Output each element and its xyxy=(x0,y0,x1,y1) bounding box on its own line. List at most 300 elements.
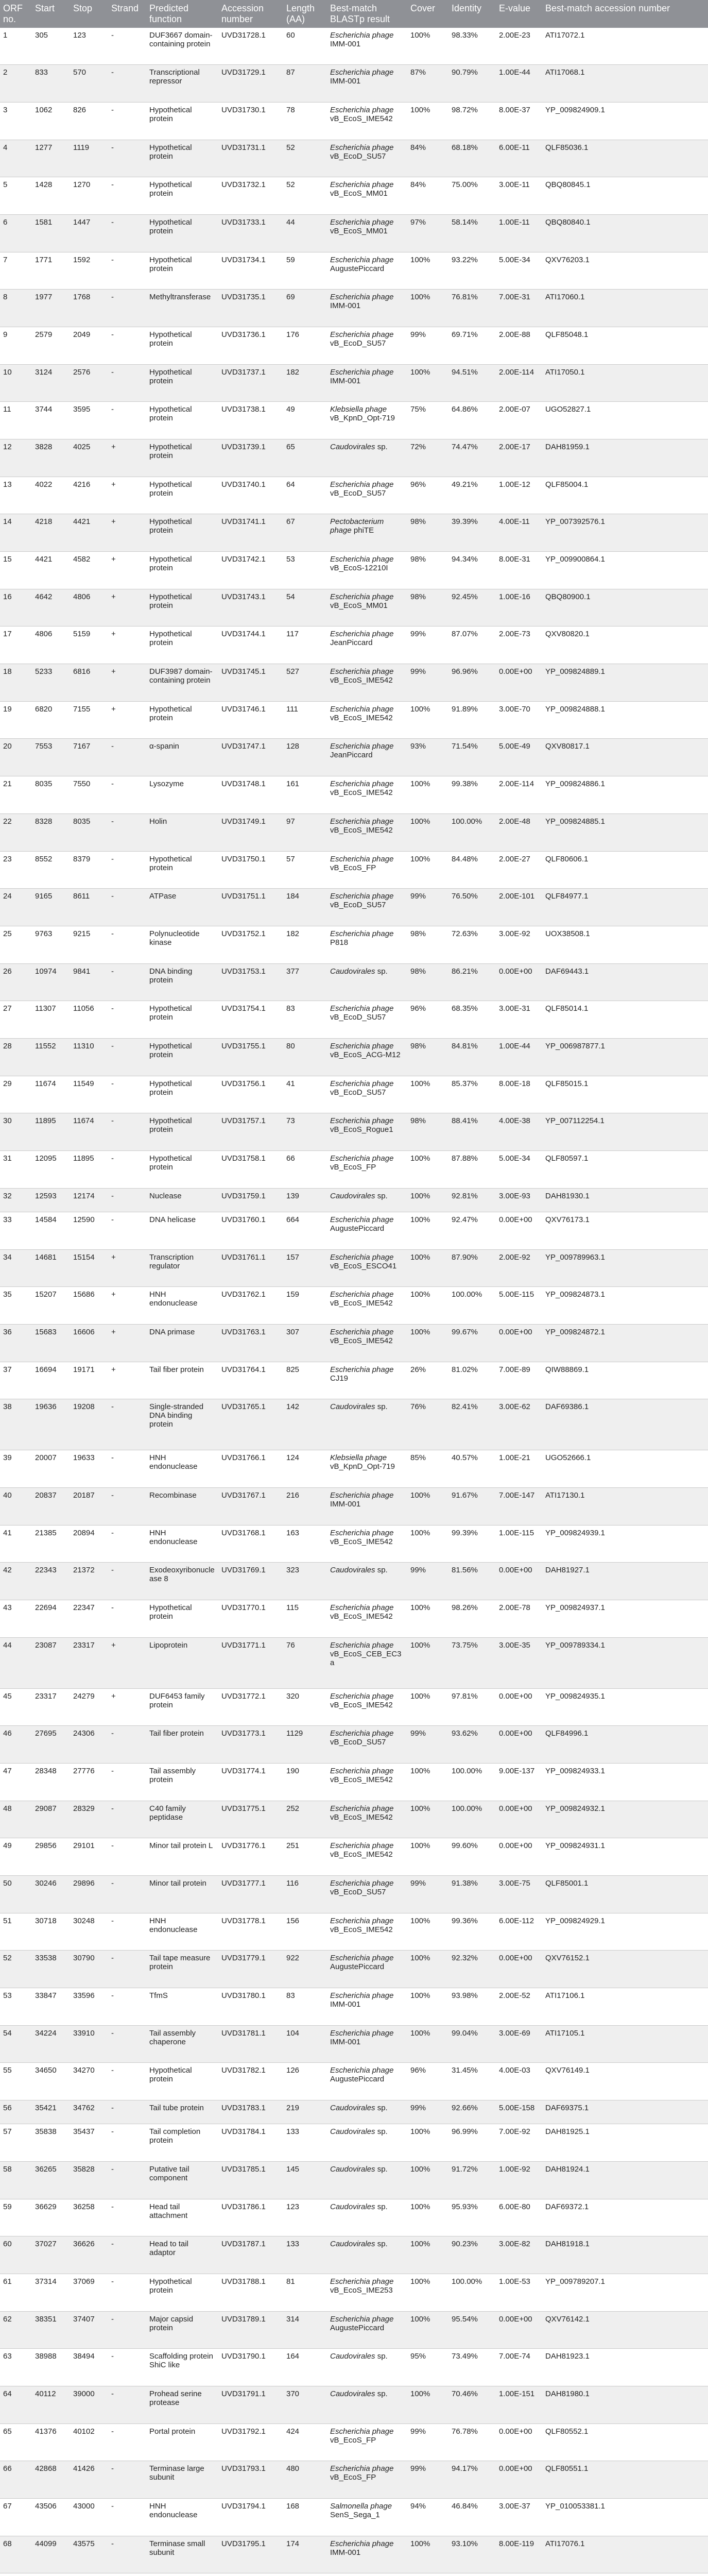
cell-length-aa: 139 xyxy=(283,1188,327,1212)
cell-identity: 84.48% xyxy=(448,851,496,889)
organism-name: Klebsiella phage xyxy=(330,1453,387,1463)
cell-length-aa: 66 xyxy=(283,1150,327,1188)
cell-best-match-accession-number: QXV76152.1 xyxy=(542,1951,708,1988)
cell-best-match-blastp-result: Escherichia phage vB_EcoS_IME542 xyxy=(327,1838,407,1876)
cell-cover: 98% xyxy=(407,1038,448,1076)
cell-best-match-blastp-result: Caudovirales sp. xyxy=(327,1188,407,1212)
cell-start: 15683 xyxy=(32,1324,70,1362)
cell-start: 3124 xyxy=(32,364,70,402)
cell-identity: 100.00% xyxy=(448,2274,496,2312)
organism-name: Escherichia phage xyxy=(330,180,394,190)
table-row xyxy=(0,589,708,626)
cell-stop: 1592 xyxy=(70,252,108,290)
cell-e-value: 2.00E-73 xyxy=(496,626,542,664)
cell-best-match-accession-number: QBQ80840.1 xyxy=(542,215,708,252)
cell-stop: 19208 xyxy=(70,1399,108,1450)
cell-identity: 92.81% xyxy=(448,1188,496,1212)
cell-predicted-function: Hypothetical protein xyxy=(146,177,218,215)
cell-start: 4022 xyxy=(32,477,70,514)
cell-predicted-function: DUF3987 domain-containing protein xyxy=(146,664,218,702)
cell-e-value: 5.00E-158 xyxy=(496,2100,542,2124)
cell-best-match-accession-number: DAF69443.1 xyxy=(542,963,708,1001)
cell-cover: 100% xyxy=(407,2199,448,2236)
cell-best-match-blastp-result: Escherichia phage vB_EcoS_IME542 xyxy=(327,1525,407,1563)
table-row xyxy=(0,2311,708,2349)
cell-best-match-accession-number: ATI17050.1 xyxy=(542,364,708,402)
cell-predicted-function: Terminase large subunit xyxy=(146,2461,218,2499)
cell-length-aa: 176 xyxy=(283,327,327,365)
cell-orf-no: 59 xyxy=(0,2199,32,2236)
cell-predicted-function: Hypothetical protein xyxy=(146,2063,218,2100)
cell-e-value: 2.00E-78 xyxy=(496,1600,542,1637)
cell-length-aa: 314 xyxy=(283,2311,327,2349)
cell-length-aa: 80 xyxy=(283,1038,327,1076)
cell-length-aa: 57 xyxy=(283,851,327,889)
cell-start: 16694 xyxy=(32,1362,70,1399)
cell-predicted-function: Tail fiber protein xyxy=(146,1362,218,1399)
cell-cover: 99% xyxy=(407,626,448,664)
cell-stop: 7167 xyxy=(70,739,108,776)
cell-length-aa: 163 xyxy=(283,1525,327,1563)
cell-strand: + xyxy=(108,1249,146,1287)
cell-start: 305 xyxy=(32,28,70,65)
cell-best-match-accession-number: YP_007392576.1 xyxy=(542,514,708,552)
cell-strand: - xyxy=(108,2274,146,2312)
cell-cover: 100% xyxy=(407,2386,448,2424)
header-accession-number: Accession number xyxy=(221,3,264,24)
organism-name: Escherichia phage xyxy=(330,1954,394,1963)
cell-predicted-function: Lipoprotein xyxy=(146,1637,218,1688)
cell-stop: 19633 xyxy=(70,1450,108,1488)
cell-predicted-function: DUF3667 domain-containing protein xyxy=(146,28,218,65)
cell-best-match-blastp-result: Escherichia phage vB_EcoS_Rogue1 xyxy=(327,1113,407,1151)
cell-start: 33538 xyxy=(32,1951,70,1988)
cell-start: 35421 xyxy=(32,2100,70,2124)
cell-start: 4806 xyxy=(32,626,70,664)
cell-predicted-function: Minor tail protein L xyxy=(146,1838,218,1876)
organism-name: Escherichia phage xyxy=(330,2028,394,2038)
cell-stop: 34270 xyxy=(70,2063,108,2100)
cell-identity: 87.88% xyxy=(448,1150,496,1188)
cell-identity: 68.18% xyxy=(448,140,496,177)
cell-e-value: 3.00E-31 xyxy=(496,1001,542,1039)
cell-length-aa: 133 xyxy=(283,2124,327,2162)
cell-length-aa: 251 xyxy=(283,1838,327,1876)
cell-e-value: 1.00E-151 xyxy=(496,2386,542,2424)
cell-start: 41376 xyxy=(32,2424,70,2461)
cell-predicted-function: Prohead serine protease xyxy=(146,2386,218,2424)
cell-accession-number: UVD31758.1 xyxy=(218,1150,283,1188)
cell-start: 27695 xyxy=(32,1726,70,1764)
cell-start: 33847 xyxy=(32,1988,70,2025)
table-row xyxy=(0,1875,708,1913)
cell-predicted-function: Hypothetical protein xyxy=(146,140,218,177)
table-row xyxy=(0,2236,708,2274)
cell-predicted-function: Hypothetical protein xyxy=(146,477,218,514)
cell-identity: 81.56% xyxy=(448,1563,496,1600)
cell-orf-no: 36 xyxy=(0,1324,32,1362)
cell-orf-no: 31 xyxy=(0,1150,32,1188)
cell-cover: 100% xyxy=(407,1287,448,1325)
cell-stop: 24306 xyxy=(70,1726,108,1764)
cell-best-match-blastp-result: Escherichia phage vB_EcoS_ACG-M12 xyxy=(327,1038,407,1076)
cell-cover: 96% xyxy=(407,1001,448,1039)
table-row xyxy=(0,514,708,552)
cell-identity: 100.00% xyxy=(448,1287,496,1325)
cell-best-match-blastp-result: Escherichia phage vB_EcoS_FP xyxy=(327,2424,407,2461)
cell-best-match-accession-number: ATI17106.1 xyxy=(542,1988,708,2025)
cell-best-match-accession-number: DAH81927.1 xyxy=(542,1563,708,1600)
cell-strand: - xyxy=(108,1076,146,1113)
cell-strand: - xyxy=(108,2461,146,2499)
cell-length-aa: 41 xyxy=(283,1076,327,1113)
cell-stop: 37069 xyxy=(70,2274,108,2312)
cell-start: 44099 xyxy=(32,2536,70,2573)
cell-best-match-blastp-result: Escherichia phage AugustePiccard xyxy=(327,1951,407,1988)
cell-identity: 92.45% xyxy=(448,589,496,626)
cell-length-aa: 97 xyxy=(283,814,327,851)
cell-stop: 39000 xyxy=(70,2386,108,2424)
cell-start: 29856 xyxy=(32,1838,70,1876)
cell-e-value: 1.00E-21 xyxy=(496,1450,542,1488)
cell-cover: 100% xyxy=(407,1525,448,1563)
cell-identity: 40.57% xyxy=(448,1450,496,1488)
cell-stop: 20187 xyxy=(70,1487,108,1525)
table-row xyxy=(0,1563,708,1600)
cell-start: 34650 xyxy=(32,2063,70,2100)
header-e-value: E-value xyxy=(499,3,531,13)
table-row xyxy=(0,1249,708,1287)
cell-cover: 100% xyxy=(407,1838,448,1876)
cell-identity: 98.72% xyxy=(448,103,496,140)
cell-best-match-accession-number: QLF80552.1 xyxy=(542,2424,708,2461)
cell-orf-no: 17 xyxy=(0,626,32,664)
cell-e-value: 0.00E+00 xyxy=(496,1212,542,1249)
cell-identity: 99.39% xyxy=(448,1525,496,1563)
table-row xyxy=(0,2063,708,2100)
cell-accession-number: UVD31772.1 xyxy=(218,1688,283,1726)
cell-start xyxy=(32,2573,70,2576)
cell-strand: - xyxy=(108,1726,146,1764)
cell-length-aa: 164 xyxy=(283,2349,327,2386)
table-row xyxy=(0,2124,708,2162)
cell-predicted-function: Head tail attachment xyxy=(146,2199,218,2236)
cell-start: 15207 xyxy=(32,1287,70,1325)
cell-identity: 85.37% xyxy=(448,1076,496,1113)
cell-stop: 37407 xyxy=(70,2311,108,2349)
table-row xyxy=(0,2025,708,2063)
cell-strand: - xyxy=(108,1988,146,2025)
organism-name: Klebsiella phage xyxy=(330,405,387,414)
table-row xyxy=(0,1487,708,1525)
cell-orf-no: 49 xyxy=(0,1838,32,1876)
cell-length-aa: 115 xyxy=(283,1600,327,1637)
cell-length-aa: 377 xyxy=(283,963,327,1001)
cell-identity: 94.51% xyxy=(448,364,496,402)
cell-e-value: 2.00E-07 xyxy=(496,402,542,439)
cell-start: 11674 xyxy=(32,1076,70,1113)
cell-e-value: 0.00E+00 xyxy=(496,1726,542,1764)
cell-identity: 90.79% xyxy=(448,65,496,103)
cell-orf-no: 15 xyxy=(0,552,32,589)
cell-best-match-accession-number: QLF80606.1 xyxy=(542,851,708,889)
cell-stop: 35437 xyxy=(70,2124,108,2162)
cell-start: 42868 xyxy=(32,2461,70,2499)
cell-best-match-accession-number: QXV80817.1 xyxy=(542,739,708,776)
cell-length-aa: 69 xyxy=(283,290,327,327)
table-row xyxy=(0,177,708,215)
cell-accession-number: UVD31756.1 xyxy=(218,1076,283,1113)
cell-strand: - xyxy=(108,2536,146,2573)
cell-strand: - xyxy=(108,851,146,889)
organism-name: Escherichia phage xyxy=(330,555,394,564)
cell-orf-no: 46 xyxy=(0,1726,32,1764)
cell-stop: 12590 xyxy=(70,1212,108,1249)
cell-accession-number: UVD31731.1 xyxy=(218,140,283,177)
cell-predicted-function: Hypothetical protein xyxy=(146,1038,218,1076)
cell-cover: 100% xyxy=(407,701,448,739)
table-row xyxy=(0,701,708,739)
cell-accession-number: UVD31739.1 xyxy=(218,439,283,477)
cell-identity: 99.60% xyxy=(448,1838,496,1876)
cell-best-match-accession-number: YP_009824931.1 xyxy=(542,1838,708,1876)
cell-best-match-blastp-result: Caudovirales sp. xyxy=(327,2124,407,2162)
cell-accession-number: UVD31738.1 xyxy=(218,402,283,439)
cell-identity: 87.07% xyxy=(448,626,496,664)
cell-accession-number: UVD31748.1 xyxy=(218,776,283,814)
cell-cover: 96% xyxy=(407,477,448,514)
cell-accession-number: UVD31780.1 xyxy=(218,1988,283,2025)
cell-predicted-function: Polynucleotide kinase xyxy=(146,926,218,963)
cell-length-aa: 83 xyxy=(283,1001,327,1039)
cell-orf-no: 53 xyxy=(0,1988,32,2025)
cell-identity: 82.41% xyxy=(448,1399,496,1450)
cell-strand: - xyxy=(108,1399,146,1450)
cell-accession-number: UVD31771.1 xyxy=(218,1637,283,1688)
cell-strand: + xyxy=(108,439,146,477)
table-row xyxy=(0,664,708,702)
cell-strand: - xyxy=(108,1913,146,1951)
cell-cover: 100% xyxy=(407,2311,448,2349)
cell-best-match-accession-number: YP_009824872.1 xyxy=(542,1324,708,1362)
cell-accession-number: UVD31777.1 xyxy=(218,1875,283,1913)
cell-cover: 99% xyxy=(407,889,448,926)
cell-accession-number: UVD31734.1 xyxy=(218,252,283,290)
cell-orf-no: 34 xyxy=(0,1249,32,1287)
cell-stop: 7155 xyxy=(70,701,108,739)
cell-accession-number: UVD31787.1 xyxy=(218,2236,283,2274)
cell-length-aa: 78 xyxy=(283,103,327,140)
cell-strand: - xyxy=(108,1838,146,1876)
cell-e-value: 7.00E-74 xyxy=(496,2349,542,2386)
cell-start: 37027 xyxy=(32,2236,70,2274)
cell-strand: - xyxy=(108,1525,146,1563)
cell-e-value: 0.00E+00 xyxy=(496,1801,542,1838)
cell-length-aa: 67 xyxy=(283,514,327,552)
cell-cover: 100% xyxy=(407,851,448,889)
cell-e-value: 7.00E-31 xyxy=(496,290,542,327)
organism-name: Escherichia phage xyxy=(330,2539,394,2548)
header-strand: Strand xyxy=(111,3,139,13)
organism-name: Caudovirales xyxy=(330,2127,375,2137)
cell-predicted-function: Lysozyme xyxy=(146,776,218,814)
cell-best-match-accession-number: YP_009900864.1 xyxy=(542,552,708,589)
cell-cover: 100% xyxy=(407,290,448,327)
cell-strand: - xyxy=(108,1150,146,1188)
organism-name: Escherichia phage xyxy=(330,1916,394,1925)
cell-start: 1062 xyxy=(32,103,70,140)
cell-best-match-accession-number: YP_009789334.1 xyxy=(542,1637,708,1688)
table-row xyxy=(0,1951,708,1988)
cell-best-match-blastp-result: Escherichia phage vB_EcoS_IME542 xyxy=(327,664,407,702)
cell-length-aa: 64 xyxy=(283,477,327,514)
cell-best-match-blastp-result: Caudovirales sp. xyxy=(327,439,407,477)
header-best-match-accession-number: Best-match accession number xyxy=(545,3,670,13)
cell-orf-no: 55 xyxy=(0,2063,32,2100)
cell-accession-number: UVD31793.1 xyxy=(218,2461,283,2499)
cell-length-aa: 1129 xyxy=(283,1726,327,1764)
cell-cover: 98% xyxy=(407,514,448,552)
table-row xyxy=(0,1525,708,1563)
cell-e-value: 4.00E-03 xyxy=(496,2063,542,2100)
table-row xyxy=(0,1076,708,1113)
cell-best-match-accession-number: DAH81925.1 xyxy=(542,2124,708,2162)
cell-strand: + xyxy=(108,1362,146,1399)
cell-strand: - xyxy=(108,290,146,327)
cell-e-value: 2.00E-52 xyxy=(496,1988,542,2025)
cell-stop: 36626 xyxy=(70,2236,108,2274)
cell-start: 9763 xyxy=(32,926,70,963)
cell-strand: - xyxy=(108,1450,146,1488)
cell-length-aa: 52 xyxy=(283,140,327,177)
table-row xyxy=(0,327,708,365)
cell-start: 11307 xyxy=(32,1001,70,1039)
cell-best-match-blastp-result: Escherichia phage vB_EcoS_IME542 xyxy=(327,776,407,814)
organism-name: Caudovirales xyxy=(330,2389,375,2399)
organism-name: Escherichia phage xyxy=(330,367,394,377)
cell-orf-no: 33 xyxy=(0,1212,32,1249)
cell-accession-number: UVD31770.1 xyxy=(218,1600,283,1637)
cell-length-aa: 83 xyxy=(283,1988,327,2025)
cell-accession-number: UVD31765.1 xyxy=(218,1399,283,1450)
cell-stop: 29896 xyxy=(70,1875,108,1913)
cell-stop: 21372 xyxy=(70,1563,108,1600)
cell-orf-no: 68 xyxy=(0,2536,32,2573)
cell-best-match-accession-number: DAH81918.1 xyxy=(542,2236,708,2274)
cell-cover: 100% xyxy=(407,1249,448,1287)
cell-best-match-blastp-result: Escherichia phage AugustePiccard xyxy=(327,2311,407,2349)
cell-best-match-accession-number: ATI17105.1 xyxy=(542,2025,708,2063)
cell-orf-no: 58 xyxy=(0,2161,32,2199)
cell-identity: 92.47% xyxy=(448,1212,496,1249)
cell-identity: 99.04% xyxy=(448,2025,496,2063)
table-row xyxy=(0,1688,708,1726)
cell-e-value: 2.00E-48 xyxy=(496,814,542,851)
cell-strand: - xyxy=(108,2386,146,2424)
table-row xyxy=(0,2386,708,2424)
organism-name: Escherichia phage xyxy=(330,630,394,639)
cell-orf-no: 23 xyxy=(0,851,32,889)
cell-start: 1977 xyxy=(32,290,70,327)
cell-best-match-blastp-result: Caudovirales sp. xyxy=(327,2100,407,2124)
cell-identity: 95.93% xyxy=(448,2199,496,2236)
cell-best-match-blastp-result: Salmonella phage SenS_Sega_1 xyxy=(327,2499,407,2536)
cell-start: 28348 xyxy=(32,1763,70,1801)
table-header xyxy=(0,0,708,28)
cell-accession-number: UVD31774.1 xyxy=(218,1763,283,1801)
cell-cover: 98% xyxy=(407,1113,448,1151)
cell-strand: - xyxy=(108,1875,146,1913)
cell-accession-number: UVD31794.1 xyxy=(218,2499,283,2536)
cell-accession-number: UVD31767.1 xyxy=(218,1487,283,1525)
header-orf-no: ORF no. xyxy=(3,3,23,24)
cell-cover: 100% xyxy=(407,1600,448,1637)
cell-identity: 100.00% xyxy=(448,1801,496,1838)
cell-e-value: 1.00E-53 xyxy=(496,2274,542,2312)
cell-strand: - xyxy=(108,926,146,963)
cell-cover: 100% xyxy=(407,1688,448,1726)
cell-strand: - xyxy=(108,103,146,140)
cell-best-match-blastp-result: Caudovirales sp. xyxy=(327,2349,407,2386)
cell-start: 3744 xyxy=(32,402,70,439)
cell-orf-no: 3 xyxy=(0,103,32,140)
cell-e-value: 4.00E-38 xyxy=(496,1113,542,1151)
cell-orf-no: 54 xyxy=(0,2025,32,2063)
cell-cover: 100% xyxy=(407,1487,448,1525)
cell-best-match-blastp-result: Escherichia phage CJ19 xyxy=(327,1362,407,1399)
cell-stop: 34762 xyxy=(70,2100,108,2124)
organism-name: Escherichia phage xyxy=(330,1640,394,1650)
cell-best-match-accession-number: DAF69372.1 xyxy=(542,2199,708,2236)
cell-orf-no: 51 xyxy=(0,1913,32,1951)
cell-start: 14681 xyxy=(32,1249,70,1287)
cell-cover: 100% xyxy=(407,364,448,402)
table-row xyxy=(0,1600,708,1637)
cell-length-aa: 219 xyxy=(283,2100,327,2124)
cell-cover: 100% xyxy=(407,1212,448,1249)
cell-identity: 99.67% xyxy=(448,1324,496,1362)
table-row xyxy=(0,851,708,889)
cell-best-match-accession-number: QLF84977.1 xyxy=(542,889,708,926)
cell-stop: 1768 xyxy=(70,290,108,327)
table-row xyxy=(0,2499,708,2536)
cell-start: 20837 xyxy=(32,1487,70,1525)
cell-orf-no: 27 xyxy=(0,1001,32,1039)
cell-predicted-function: DNA primase xyxy=(146,1324,218,1362)
cell-orf-no: 12 xyxy=(0,439,32,477)
table-row xyxy=(0,552,708,589)
cell-accession-number: UVD31779.1 xyxy=(218,1951,283,1988)
cell-e-value: 1.00E-11 xyxy=(496,215,542,252)
cell-start: 7553 xyxy=(32,739,70,776)
cell-stop: 1119 xyxy=(70,140,108,177)
organism-name: Caudovirales xyxy=(330,443,375,452)
cell-identity: 93.22% xyxy=(448,252,496,290)
cell-orf-no: 11 xyxy=(0,402,32,439)
cell-best-match-accession-number: ATI17072.1 xyxy=(542,28,708,65)
cell-stop: 24279 xyxy=(70,1688,108,1726)
cell-start: 43506 xyxy=(32,2499,70,2536)
cell-best-match-accession-number: YP_007112254.1 xyxy=(542,1113,708,1151)
cell-accession-number: UVD31775.1 xyxy=(218,1801,283,1838)
cell-accession-number: UVD31788.1 xyxy=(218,2274,283,2312)
cell-best-match-blastp-result: Escherichia phage vB_EcoS-12210I xyxy=(327,552,407,589)
cell-predicted-function: Head to tail adaptor xyxy=(146,2236,218,2274)
cell-stop: 38494 xyxy=(70,2349,108,2386)
cell-orf-no: 21 xyxy=(0,776,32,814)
cell-length-aa: 126 xyxy=(283,2063,327,2100)
cell-identity: 93.10% xyxy=(448,2536,496,2573)
